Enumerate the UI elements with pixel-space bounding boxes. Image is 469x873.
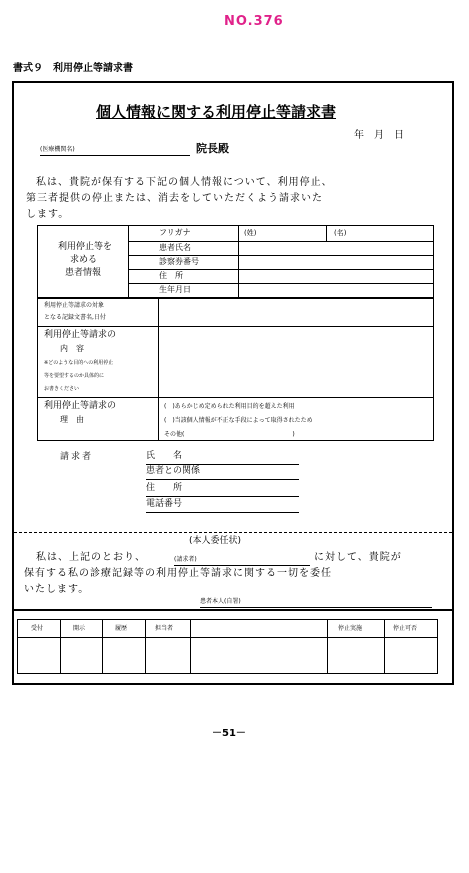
requester-phone-label: 電話番号 — [146, 499, 183, 509]
intro-line-1: 私は、貴院が保有する下記の個人情報について、利用停止、 — [36, 177, 333, 188]
delegation-divider — [14, 532, 452, 533]
intro-line-2: 第三者提供の停止または、消去をしていただくよう請求いた — [26, 193, 323, 204]
patient-section-label-3: 患者情報 — [65, 268, 102, 278]
target-label-1: 利用停止等請求の対象 — [44, 302, 105, 309]
patient-section-label-2: 求める — [70, 255, 98, 265]
reason-option-1[interactable]: ( )あらかじめ定められた利用目的を超えた利用 — [164, 403, 295, 410]
card-number-label: 診察券番号 — [159, 257, 199, 266]
patient-section-label-1: 利用停止等を — [58, 242, 113, 252]
delegation-line-2: 保有する私の診療記録等の利用停止等請求に関する一切を委任 — [24, 568, 332, 579]
requester-title: 請求者 — [60, 452, 94, 462]
office-header-staff: 担当者 — [155, 625, 174, 632]
requester-phone-line[interactable] — [146, 512, 299, 513]
form-title: 個人情報に関する利用停止等請求書 — [96, 103, 337, 121]
content-label-1: 利用停止等請求の — [44, 330, 117, 340]
office-header-stop-done: 停止実施 — [338, 625, 363, 632]
date-label: 年 月 日 — [354, 130, 404, 141]
birthdate-label: 生年月日 — [159, 285, 191, 294]
requester-name-line[interactable] — [146, 464, 299, 465]
office-header-stop-decision: 停止可否 — [393, 625, 418, 632]
delegation-requester-label: (請求者) — [174, 556, 197, 563]
office-header-history: 履歴 — [115, 625, 128, 632]
intro-line-3: します。 — [26, 209, 70, 220]
requester-address-line[interactable] — [146, 496, 299, 497]
content-note-2: 等を要望するのか具体的に — [44, 373, 105, 379]
address-label: 住 所 — [159, 271, 183, 280]
page-number: －51－ — [212, 728, 246, 739]
requester-name-label: 氏 名 — [146, 451, 183, 461]
furigana-label: フリガナ — [159, 228, 191, 237]
content-label-2: 内 容 — [60, 344, 84, 353]
signature-line[interactable] — [200, 607, 432, 608]
signature-label: 患者本人(自署) — [200, 598, 241, 605]
reason-label-1: 利用停止等請求の — [44, 401, 117, 411]
office-header-receipt: 受付 — [31, 625, 44, 632]
document-number: NO.376 — [224, 14, 284, 29]
office-divider — [12, 609, 454, 611]
facility-name-label: (医療機関名) — [40, 146, 75, 153]
form-label: 書式９ 利用停止等請求書 — [13, 63, 133, 74]
delegation-line-1: 私は、上記のとおり、 — [36, 552, 146, 563]
furigana-sei: (姓) — [244, 229, 257, 237]
reason-option-2[interactable]: ( )当該個人情報が不正な手段によって取得されたため — [164, 417, 313, 424]
delegation-line-1-end: に対して、貴院が — [314, 552, 402, 563]
delegation-requester-line[interactable] — [174, 565, 310, 566]
patient-name-label: 患者氏名 — [159, 243, 191, 252]
delegation-line-3: いたします。 — [24, 584, 90, 595]
content-note-3: お書きください — [44, 386, 80, 392]
facility-name-line — [40, 155, 190, 156]
target-label-2: となる記録文書名,日付 — [44, 314, 106, 321]
furigana-mei: (名) — [334, 229, 347, 237]
reason-label-2: 理 由 — [60, 415, 84, 424]
requester-relation-label: 患者との関係 — [146, 466, 201, 476]
content-note-1: ※どのような目的への利用停止 — [44, 360, 114, 366]
office-header-disclosure: 開示 — [73, 625, 86, 632]
delegation-title: (本人委任状) — [189, 536, 242, 546]
reason-option-other[interactable]: その他( ) — [164, 431, 295, 438]
addressee: 院長殿 — [196, 142, 229, 155]
requester-relation-line[interactable] — [146, 479, 299, 480]
requester-address-label: 住 所 — [146, 483, 183, 493]
